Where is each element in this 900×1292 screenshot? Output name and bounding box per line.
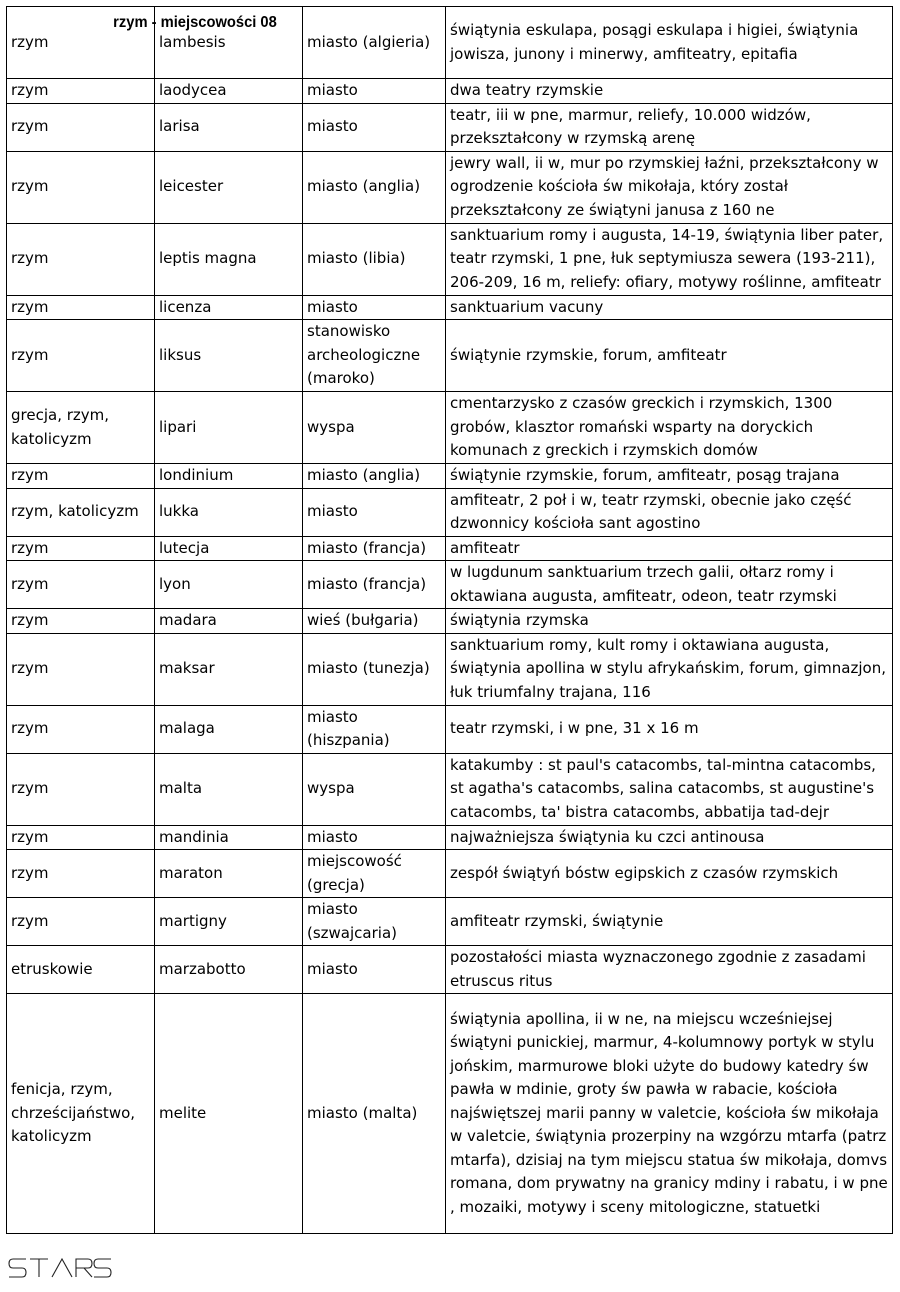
place-cell: malaga: [155, 705, 303, 753]
type-cell: miasto (libia): [303, 223, 446, 295]
religion-cell: rzym: [7, 103, 155, 151]
place-cell: lambesis: [155, 7, 303, 79]
description-cell: dwa teatry rzymskie: [446, 79, 893, 104]
table-row: [7, 946, 893, 994]
type-cell: miasto: [303, 79, 446, 104]
table-row: [7, 850, 893, 898]
place-cell: liksus: [155, 320, 303, 392]
place-cell: larisa: [155, 103, 303, 151]
description-cell: amfiteatr rzymski, świątynie: [446, 898, 893, 946]
religion-cell: rzym: [7, 151, 155, 223]
description-cell: świątynie rzymskie, forum, amfiteatr, posąg trajana: [446, 464, 893, 489]
table-row: [7, 103, 893, 151]
place-cell: marzabotto: [155, 946, 303, 994]
religion-cell: rzym: [7, 536, 155, 561]
religion-cell: rzym: [7, 464, 155, 489]
place-cell: melite: [155, 994, 303, 1234]
religion-cell: rzym: [7, 753, 155, 825]
table-row: [7, 753, 893, 825]
description-cell: najważniejsza świątynia ku czci antinousa: [446, 825, 893, 850]
place-cell: lutecja: [155, 536, 303, 561]
description-cell: sanktuarium romy, kult romy i oktawiana augusta, świątynia apollina w stylu afrykańskim, forum, gimnazjon, łuk triumfalny trajana, 116: [446, 633, 893, 705]
type-cell: miasto (tunezja): [303, 633, 446, 705]
religion-cell: rzym: [7, 850, 155, 898]
religion-cell: rzym: [7, 898, 155, 946]
religion-cell: rzym: [7, 79, 155, 104]
place-cell: maraton: [155, 850, 303, 898]
description-cell: katakumby : st paul's catacombs, tal-mintna catacombs, st agatha's catacombs, salina catacombs, st augustine's catacombs, ta' bistra catacombs, abbatija tad-dejr: [446, 753, 893, 825]
place-cell: leptis magna: [155, 223, 303, 295]
stars-logo: [8, 1256, 112, 1282]
type-cell: wieś (bułgaria): [303, 609, 446, 634]
table-row: [7, 488, 893, 536]
type-cell: miasto (anglia): [303, 151, 446, 223]
type-cell: miasto (francja): [303, 561, 446, 609]
religion-cell: rzym: [7, 705, 155, 753]
table-row: [7, 320, 893, 392]
table-row: [7, 151, 893, 223]
table-row: [7, 705, 893, 753]
type-cell: miasto: [303, 295, 446, 320]
table-row: [7, 536, 893, 561]
type-cell: miasto (algieria): [303, 7, 446, 79]
type-cell: miasto (hiszpania): [303, 705, 446, 753]
religion-cell: rzym: [7, 223, 155, 295]
type-cell: miasto (szwajcaria): [303, 898, 446, 946]
description-cell: sanktuarium vacuny: [446, 295, 893, 320]
place-cell: martigny: [155, 898, 303, 946]
description-cell: jewry wall, ii w, mur po rzymskiej łaźni, przekształcony w ogrodzenie kościoła św mikołaja, który został przekształcony ze świątyni janusa z 160 ne: [446, 151, 893, 223]
description-cell: zespół świątyń bóstw egipskich z czasów rzymskich: [446, 850, 893, 898]
description-cell: w lugdunum sanktuarium trzech galii, ołtarz romy i oktawiana augusta, amfiteatr, odeon, teatr rzymski: [446, 561, 893, 609]
type-cell: miasto: [303, 946, 446, 994]
type-cell: miasto: [303, 488, 446, 536]
description-cell: cmentarzysko z czasów greckich i rzymskich, 1300 grobów, klasztor romański wsparty na doryckich komunach z greckich i rzymskich domów: [446, 392, 893, 464]
religion-cell: grecja, rzym, katolicyzm: [7, 392, 155, 464]
table-row: [7, 994, 893, 1234]
table-row: [7, 392, 893, 464]
religion-cell: rzym: [7, 609, 155, 634]
table-row: [7, 561, 893, 609]
table-row: [7, 633, 893, 705]
table-row: [7, 825, 893, 850]
table-row: [7, 609, 893, 634]
description-cell: pozostałości miasta wyznaczonego zgodnie z zasadami etruscus ritus: [446, 946, 893, 994]
description-cell: teatr, iii w pne, marmur, reliefy, 10.000 widzów, przekształcony w rzymską arenę: [446, 103, 893, 151]
religion-cell: rzym: [7, 825, 155, 850]
description-cell: świątynie rzymskie, forum, amfiteatr: [446, 320, 893, 392]
table-row: [7, 223, 893, 295]
description-cell: amfiteatr: [446, 536, 893, 561]
description-cell: świątynia apollina, ii w ne, na miejscu wcześniejsej świątyni punickiej, marmur, 4-kolumnowy portyk w stylu jońskim, marmurowe bloki użyte do budowy katedry św pawła w mdinie, groty św pawła w rabacie, kościoła najświętszej marii panny w valetcie, kościoła św mikołaja w valetcie, świątynia prozerpiny na wzgórzu mtarfa (patrz mtarfa), dzisiaj na tym miejscu statua św mikołaja, domvs romana, dom prywatny na granicy mdiny i rabatu, i w pne , mozaiki, motywy i sceny mitologiczne, statuetki: [446, 994, 893, 1234]
type-cell: miejscowość (grecja): [303, 850, 446, 898]
religion-cell: rzym: [7, 561, 155, 609]
religion-cell: etruskowie: [7, 946, 155, 994]
type-cell: stanowisko archeologiczne (maroko): [303, 320, 446, 392]
religion-cell: rzym: [7, 7, 155, 79]
page-title: rzym - miejscowości 08: [113, 14, 277, 31]
place-cell: lyon: [155, 561, 303, 609]
place-cell: malta: [155, 753, 303, 825]
place-cell: madara: [155, 609, 303, 634]
description-cell: sanktuarium romy i augusta, 14-19, świątynia liber pater, teatr rzymski, 1 pne, łuk septymiusza sewera (193-211), 206-209, 16 m, reliefy: ofiary, motywy roślinne, amfiteatr: [446, 223, 893, 295]
description-cell: świątynia rzymska: [446, 609, 893, 634]
table-row: [7, 898, 893, 946]
type-cell: wyspa: [303, 392, 446, 464]
place-cell: londinium: [155, 464, 303, 489]
religion-cell: rzym: [7, 320, 155, 392]
religion-cell: rzym: [7, 295, 155, 320]
description-cell: świątynia eskulapa, posągi eskulapa i higiei, świątynia jowisza, junony i minerwy, amfiteatry, epitafia: [446, 7, 893, 79]
type-cell: miasto: [303, 103, 446, 151]
type-cell: miasto (anglia): [303, 464, 446, 489]
religion-cell: fenicja, rzym, chrześcijaństwo, katolicyzm: [7, 994, 155, 1234]
religion-cell: rzym, katolicyzm: [7, 488, 155, 536]
place-cell: laodycea: [155, 79, 303, 104]
type-cell: miasto: [303, 825, 446, 850]
description-cell: amfiteatr, 2 poł i w, teatr rzymski, obecnie jako część dzwonnicy kościoła sant agostino: [446, 488, 893, 536]
place-cell: maksar: [155, 633, 303, 705]
table-row: [7, 295, 893, 320]
table-row: [7, 464, 893, 489]
type-cell: wyspa: [303, 753, 446, 825]
religion-cell: rzym: [7, 633, 155, 705]
place-cell: licenza: [155, 295, 303, 320]
type-cell: miasto (francja): [303, 536, 446, 561]
place-cell: leicester: [155, 151, 303, 223]
place-cell: lukka: [155, 488, 303, 536]
place-cell: mandinia: [155, 825, 303, 850]
table-row: [7, 79, 893, 104]
places-table: [6, 6, 893, 1234]
description-cell: teatr rzymski, i w pne, 31 x 16 m: [446, 705, 893, 753]
type-cell: miasto (malta): [303, 994, 446, 1234]
place-cell: lipari: [155, 392, 303, 464]
